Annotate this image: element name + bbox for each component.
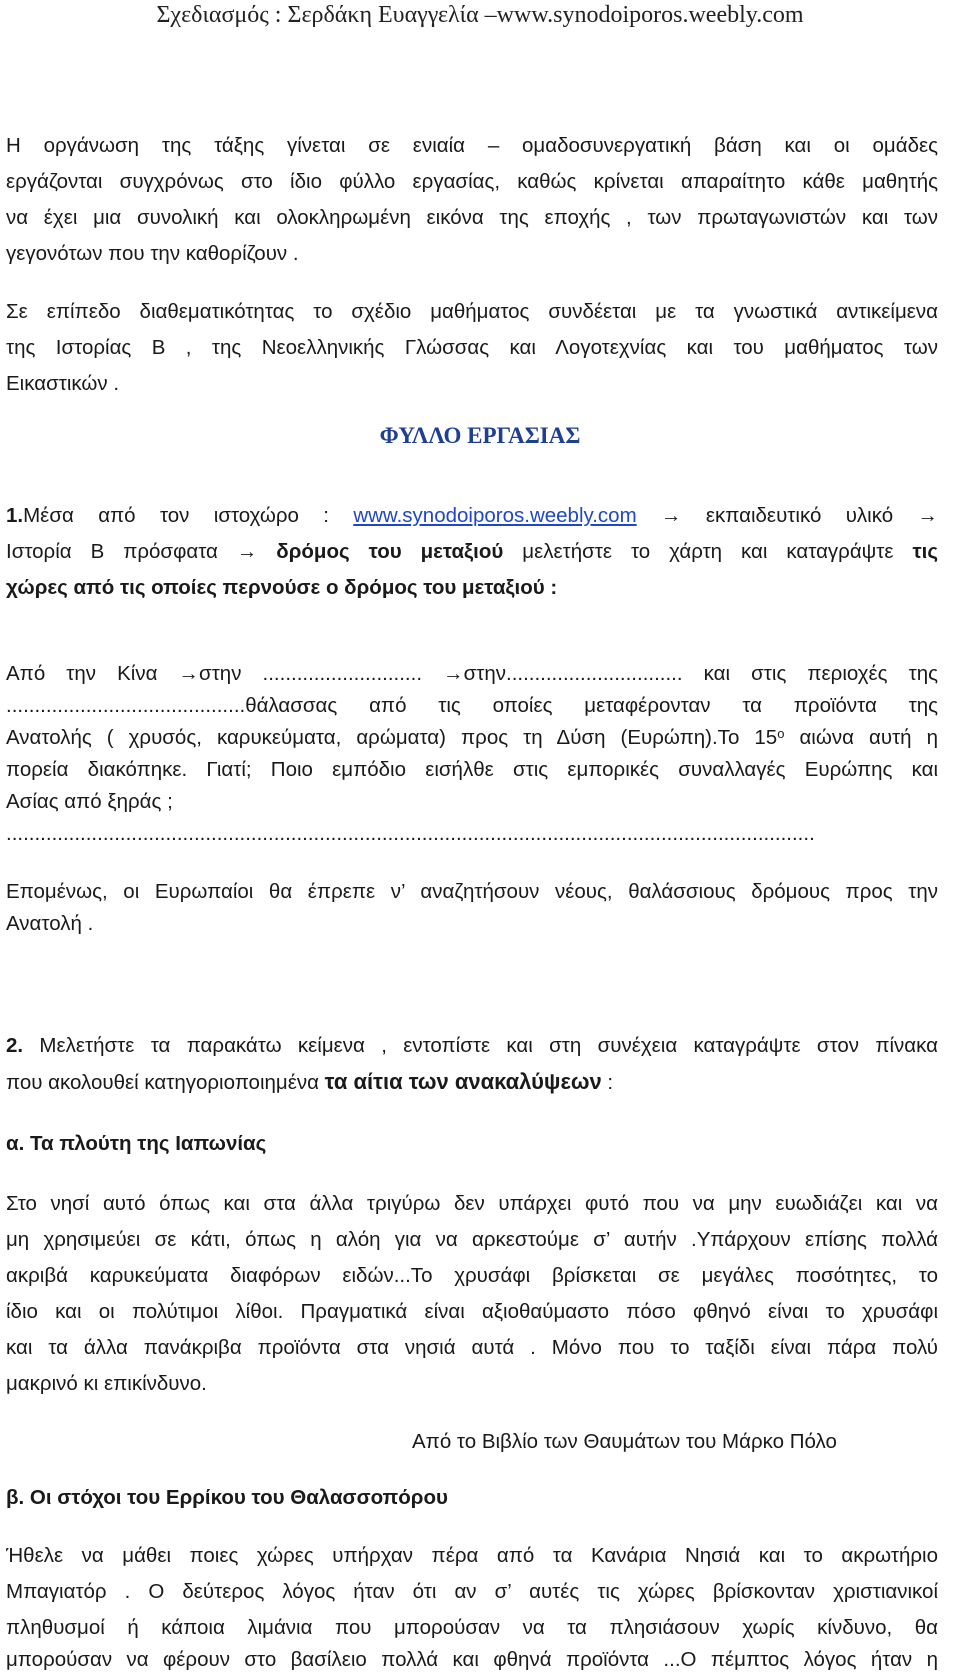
q1-fill-4: πορεία διακόπηκε. Γιατί; Ποιο εμπόδιο εισήλθε στις εμπορικές συναλλαγές Ευρώπης και <box>6 758 938 781</box>
intro2-line-1: Σε επίπεδο διαθεματικότητας το σχέδιο μαθήματος συνδέεται με τα γνωστικά αντικείμενα <box>6 300 938 323</box>
intro1-line-1: Η οργάνωση της τάξης γίνεται σε ενιαία – ομαδοσυνεργατική βάση και οι ομάδες <box>6 134 938 157</box>
section-a-line-2: μη χρησιμεύει σε κάτι, όπως η αλόη για να αρκεστούμε σ’ αυτήν .Υπάρχουν επίσης πολλά <box>6 1228 938 1251</box>
section-a-line-1: Στο νησί αυτό όπως και στα άλλα τριγύρω δεν υπάρχει φυτό που να μην ευωδιάζει και να <box>6 1192 938 1215</box>
section-b-line-3: πληθυσμοί ή κάποια λιμάνια που μπορούσαν να τα πλησιάσουν χωρίς κίνδυνο, θα <box>6 1616 938 1639</box>
q1-line2-a: Ιστορία Β πρόσφατα → <box>6 540 277 563</box>
q1-fill-1: Από την Κίνα →στην ............................ →στην............................... και στις περιοχές της <box>6 662 938 685</box>
section-a-line-6: μακρινό κι επικίνδυνο. <box>6 1372 207 1395</box>
q1-fill3-b: αιώνα αυτή η <box>784 726 938 749</box>
section-a-line-5: και τα άλλα πανάκριβα προϊόντα στα νησιά αυτά . Μόνο που το ταξίδι είναι πάρα πολύ <box>6 1336 938 1359</box>
section-b-line-4: μπορούσαν να φέρουν στο βασίλειο πολλά και φθηνά προϊόντα ...Ο πέμπτος λόγος ήταν η <box>6 1648 938 1671</box>
section-a-heading: α. Τα πλούτη της Ιαπωνίας <box>6 1132 267 1155</box>
intro1-line-4: γεγονότων που την καθορίζουν . <box>6 242 299 265</box>
q2-number: 2. <box>6 1034 24 1057</box>
q1-line-3: χώρες από τις οποίες περνούσε ο δρόμος του μεταξιού : <box>6 576 558 599</box>
answer-dots: .............................................................................................................................................. <box>6 822 815 845</box>
section-b-heading: β. Οι στόχοι του Ερρίκου του Θαλασσοπόρου <box>6 1486 448 1509</box>
section-b-line-2: Μπαγιατόρ . Ο δεύτερος λόγος ήταν ότι αν σ’ αυτές τις χώρες βρίσκονταν χριστιανικοί <box>6 1580 938 1603</box>
q1-fill-2: ..........................................θάλασσας από τις οποίες μεταφέρονταν τα προϊόντα της <box>6 694 938 717</box>
q1-fill3-a: Ανατολής ( χρυσός, καρυκεύματα, αρώματα) προς τη Δύση (Ευρώπη).Το 15 <box>6 726 778 749</box>
q1-line2-b: μελετήστε το χάρτη και καταγράψτε <box>503 540 913 563</box>
q1-text-b: → εκπαιδευτικό υλικό → <box>636 504 938 527</box>
q2-line2-a: που ακολουθεί κατηγοριοποιημένα <box>6 1071 325 1094</box>
section-b-line-1: Ήθελε να μάθει ποιες χώρες υπήρχαν πέρα από τα Κανάρια Νησιά και το ακρωτήριο <box>6 1544 938 1567</box>
q2-line-1 <box>6 1030 938 1062</box>
section-a-source: Από το Βιβλίο των Θαυμάτων του Μάρκο Πόλο <box>412 1430 837 1453</box>
q1-conclusion-2: Ανατολή . <box>6 912 94 935</box>
q1-conclusion-1: Επομένως, οι Ευρωπαίοι θα έπρεπε ν’ αναζητήσουν νέους, θαλάσσιους δρόμους προς την <box>6 880 938 903</box>
q1-fill-5: Ασίας από ξηράς ; <box>6 790 173 813</box>
q1-fill3-sup: ο <box>777 726 785 741</box>
q2-line1-text: Μελετήστε τα παρακάτω κείμενα , εντοπίστε και στη συνέχεια καταγράψτε στον πίνακα <box>23 1034 938 1057</box>
intro2-line-3: Εικαστικών . <box>6 372 120 395</box>
q1-line2-bold2: τις <box>912 540 938 563</box>
q1-line-2 <box>6 536 938 568</box>
page-header: Σχεδιασμός : Σερδάκη Ευαγγελία –www.synodoiporos.weebly.com <box>156 2 804 28</box>
section-a-line-4: ίδιο και οι πολύτιμοι λίθοι. Πραγματικά είναι αξιοθαύμαστο πόσο φθηνό είναι το χρυσάφι <box>6 1300 938 1323</box>
silk-road-term: δρόμος του μεταξιού <box>276 540 504 563</box>
section-a-line-3: ακριβά καρυκεύματα διαφόρων ειδών...Το χρυσάφι βρίσκεται σε μεγάλες ποσότητες, το <box>6 1264 938 1287</box>
intro1-line-3: να έχει μια συνολική και ολοκληρωμένη εικόνα της εποχής , των πρωταγωνιστών και των <box>6 206 938 229</box>
causes-term: τα αίτια των ανακαλύψεων <box>324 1069 602 1094</box>
intro1-line-2: εργάζονται συγχρόνως στο ίδιο φύλλο εργασίας, καθώς κρίνεται απαραίτητο κάθε μαθητής <box>6 170 938 193</box>
q1-number: 1. <box>6 504 24 527</box>
q1-line-1 <box>6 500 938 532</box>
q1-fill-3 <box>6 722 938 754</box>
website-link[interactable]: www.synodoiporos.weebly.com <box>353 504 637 527</box>
q2-line2-b: : <box>601 1071 614 1094</box>
q1-text-a: Μέσα από τον ιστοχώρο : <box>23 504 354 527</box>
q2-line-2 <box>6 1066 938 1098</box>
intro2-line-2: της Ιστορίας Β , της Νεοελληνικής Γλώσσας και Λογοτεχνίας και του μαθήματος των <box>6 336 938 359</box>
worksheet-title: ΦΥΛΛΟ ΕΡΓΑΣΙΑΣ <box>379 423 581 448</box>
